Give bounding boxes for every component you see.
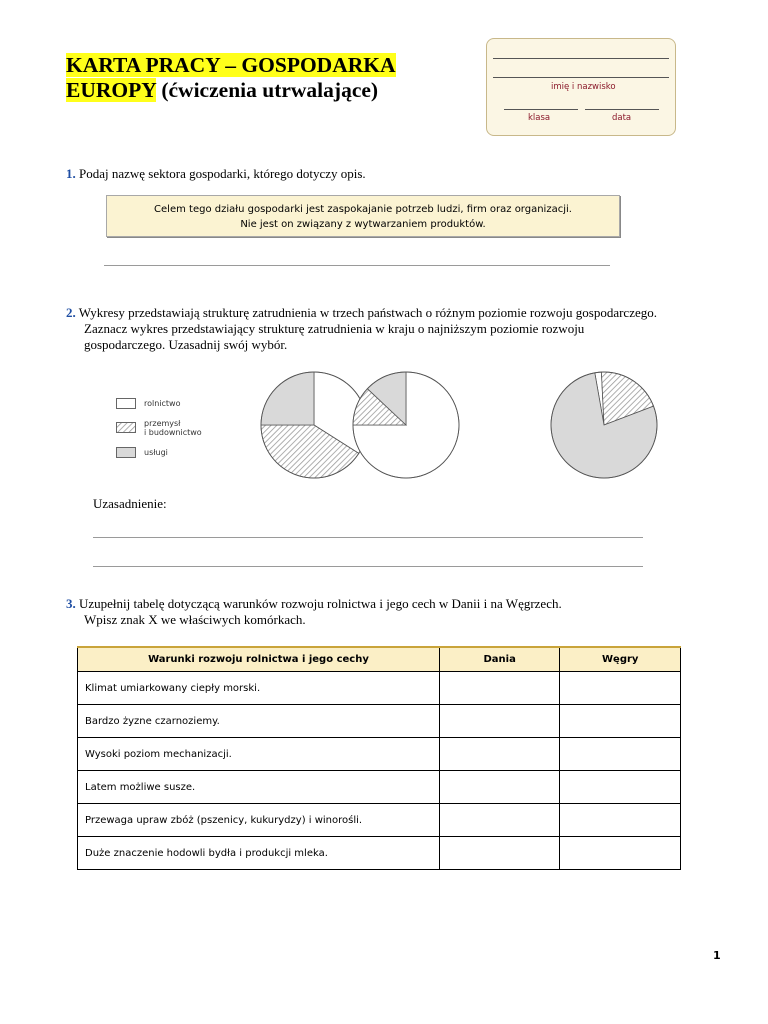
header-conditions: Warunki rozwoju rolnictwa i jego cechy (78, 647, 440, 672)
question-2-line-1: Wykresy przedstawiają strukturę zatrudnienia w trzech państwach o różnym poziomie rozwoju gospodarczego. (75, 305, 657, 320)
question-1-text: Podaj nazwę sektora gospodarki, którego dotyczy opis. (75, 166, 366, 181)
justification-label: Uzasadnienie: (93, 496, 167, 511)
legend-label-rolnictwo: rolnictwo (144, 399, 181, 408)
title-highlight: EUROPY (66, 78, 156, 102)
description-line-2: Nie jest on związany z wytwarzaniem produktów. (240, 219, 486, 230)
table-row (78, 672, 681, 705)
table-row (78, 705, 681, 738)
description-line-1: Celem tego działu gospodarki jest zaspokajanie potrzeb ludzi, firm oraz organizacji. (154, 204, 572, 215)
legend-label-przemysl-1: przemysł (144, 419, 181, 428)
question-3-line-2: Wpisz znak X we właściwych komórkach. (84, 612, 306, 627)
table-row (78, 738, 681, 771)
question-3-line-1: Uzupełnij tabelę dotyczącą warunków rozwoju rolnictwa i jego cech w Danii i na Węgrzech. (75, 596, 562, 611)
table-row (78, 771, 681, 804)
question-3 (66, 596, 562, 628)
answer-line-q2-1[interactable] (93, 537, 643, 538)
cell-dania[interactable] (439, 804, 559, 837)
cell-wegry[interactable] (560, 738, 681, 771)
cell-dania[interactable] (439, 738, 559, 771)
table-header-row (78, 647, 681, 672)
name-label: imię i nazwisko (551, 82, 616, 92)
cell-wegry[interactable] (560, 804, 681, 837)
header-dania: Dania (439, 647, 559, 672)
date-label: data (612, 113, 632, 123)
agriculture-table (77, 646, 681, 870)
title-subtitle: (ćwiczenia utrwalające) (155, 78, 379, 102)
row-condition: Przewaga upraw zbóż (pszenicy, kukurydzy) i winorośli. (78, 804, 440, 837)
question-2-line-3: gospodarczego. Uzasadnij swój wybór. (84, 337, 288, 352)
legend-label-przemysl-2: i budownictwo (144, 428, 202, 437)
cell-dania[interactable] (439, 672, 559, 705)
cell-wegry[interactable] (560, 837, 681, 870)
cell-wegry[interactable] (560, 672, 681, 705)
cell-wegry[interactable] (560, 771, 681, 804)
cell-dania[interactable] (439, 837, 559, 870)
row-condition: Latem możliwe susze. (78, 771, 440, 804)
row-condition: Bardzo żyzne czarnoziemy. (78, 705, 440, 738)
answer-line-q2-2[interactable] (93, 566, 643, 567)
table-row (78, 804, 681, 837)
row-condition: Klimat umiarkowany ciepły morski. (78, 672, 440, 705)
row-condition: Wysoki poziom mechanizacji. (78, 738, 440, 771)
title-line1: KARTA PRACY – GOSPODARKA (66, 53, 396, 77)
cell-dania[interactable] (439, 771, 559, 804)
row-condition: Duże znaczenie hodowli bydła i produkcji mleka. (78, 837, 440, 870)
pie-1-slice-usługi (261, 372, 314, 425)
legend-label-uslugi: usługi (144, 448, 168, 457)
question-1-number: 1. (66, 166, 76, 181)
class-label: klasa (528, 113, 551, 123)
question-3-number: 3. (66, 596, 76, 611)
header-wegry: Węgry (560, 647, 681, 672)
page-number: 1 (713, 949, 721, 962)
table-row (78, 837, 681, 870)
question-2-line-2: Zaznacz wykres przedstawiający strukturę zatrudnienia w kraju o najniższym poziomie rozwoju (84, 321, 585, 336)
cell-wegry[interactable] (560, 705, 681, 738)
cell-dania[interactable] (439, 705, 559, 738)
question-2-number: 2. (66, 305, 76, 320)
